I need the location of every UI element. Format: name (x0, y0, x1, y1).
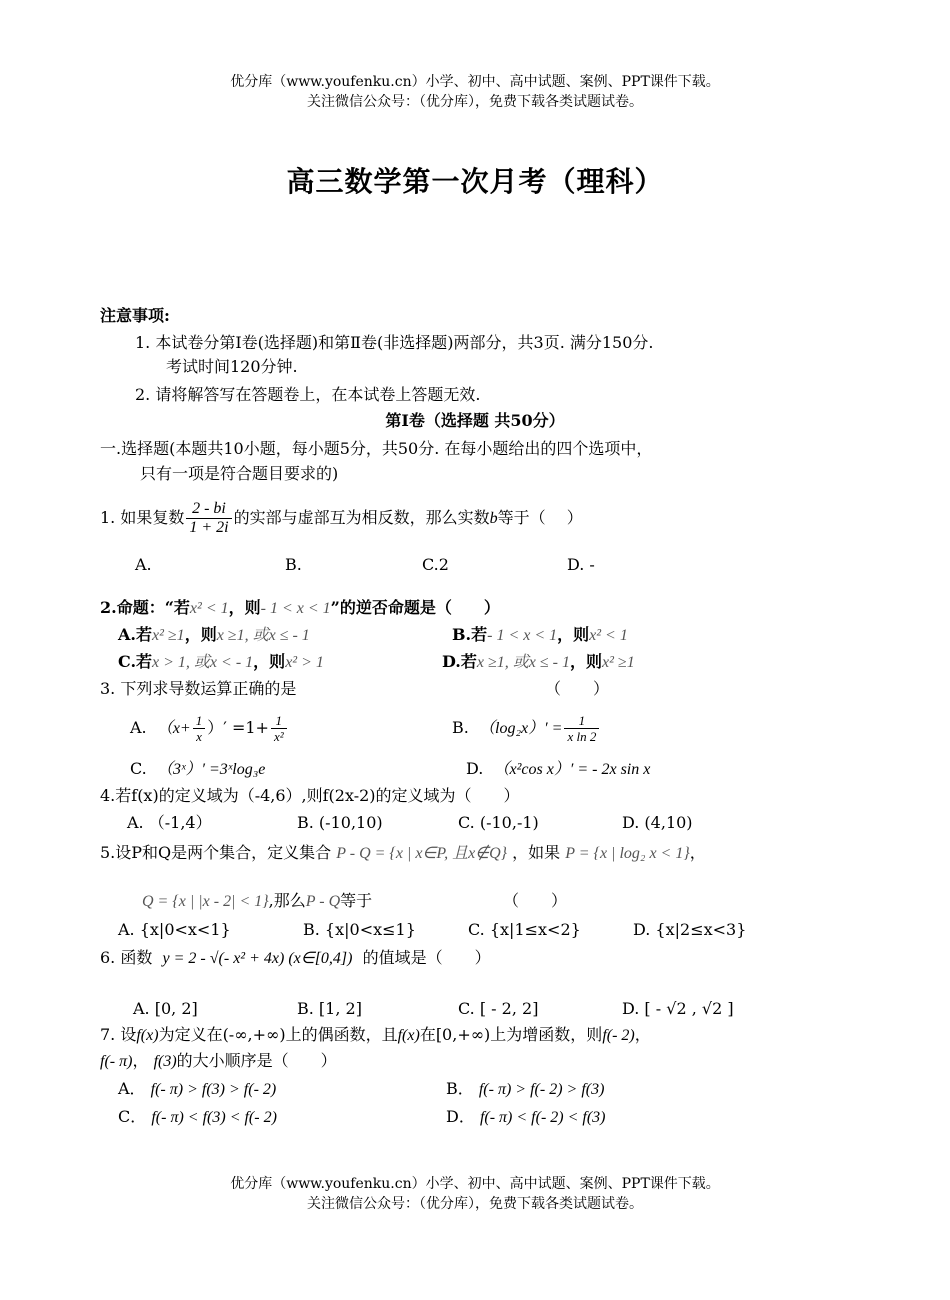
q7-line2d: 的大小顺序是（ ） (176, 1051, 337, 1070)
q1-option-d: D. - (567, 555, 595, 574)
q2-math-1: x² < 1 (189, 600, 229, 617)
q1-option-b: B. (285, 555, 302, 574)
q5-stem-d: 等于 (340, 891, 373, 910)
q5-option-a: A. {x|0<x<1} (118, 920, 231, 939)
q5-q-def: Q = {x | |x - 2| < 1} (142, 893, 269, 910)
q3-b-frac (564, 713, 599, 744)
q1-var: b (489, 510, 498, 527)
question-6 (100, 947, 491, 970)
q3-a-frac-1 (193, 713, 206, 744)
q3-a-frac-2-num: 1 (271, 713, 287, 729)
q2-a-math-1: x² ≥1 (152, 627, 185, 644)
q3-a-frac-1-den: x (196, 729, 202, 744)
footer-line-2: 关注微信公众号：（优分库），免费下载各类试题试卷。 (307, 1196, 643, 1212)
q1-tail: 等于（ ） (497, 508, 583, 527)
header-line-2: 关注微信公众号：（优分库），免费下载各类试题试卷。 (307, 94, 643, 110)
q2-stem-b: ，则 (228, 598, 261, 617)
q5-line-2 (142, 890, 372, 913)
q7-fx-2: f(x) (397, 1027, 420, 1044)
q2-b-math-1: - 1 < x < 1 (487, 627, 558, 644)
q5-pq: P - Q (305, 893, 341, 910)
header-watermark (0, 72, 950, 112)
q7-f-minus-2: f(- 2) (602, 1027, 635, 1044)
q7-line2b: ， (132, 1051, 149, 1070)
q5-comma: ， (689, 843, 706, 862)
q6-stem-a: 6. 函数 (100, 948, 153, 967)
q1-prefix: 1. 如果复数 (100, 508, 185, 527)
q4-option-a: A. （-1,4） (127, 813, 212, 832)
q7-b-expr: f(- π) > f(- 2) > f(3) (478, 1081, 605, 1098)
q2-d-math-2: x² ≥1 (602, 654, 635, 671)
q2-c-math-1: x > 1, 或x < - 1 (152, 654, 254, 671)
q2-option-c (118, 651, 324, 674)
q7-c-expr: f(- π) < f(3) < f(- 2) (151, 1109, 277, 1126)
q3-option-a (130, 706, 289, 751)
q7-f-3: f(3) (153, 1053, 177, 1070)
q7-a-expr: f(- π) > f(3) > f(- 2) (150, 1081, 277, 1098)
q1-option-c: C.2 (422, 555, 449, 574)
q3-b-pre: （log₂x）′ = (479, 720, 563, 737)
q3-d-expr: （x²cos x）′ = - 2x sin x (493, 761, 651, 778)
q5-stem-a: 5.设P和Q是两个集合，定义集合 (100, 843, 332, 862)
q3-c-label: C. (130, 759, 147, 778)
q3-option-d (466, 758, 650, 781)
q2-a-mid: ，则 (184, 625, 217, 644)
q2-c-mid: ，则 (253, 652, 286, 671)
q3-d-label: D. (466, 759, 484, 778)
notice-item-1: 1. 本试卷分第Ⅰ卷(选择题)和第Ⅱ卷(非选择题)两部分，共3页. 满分150分. (135, 333, 654, 352)
q3-b-frac-den: x ln 2 (567, 729, 597, 744)
question-4: 4.若f(x)的定义域为（-4,6）,则f(2x-2)的定义域为（ ） (100, 786, 520, 805)
q6-option-b: B. [1, 2] (297, 999, 362, 1018)
q1-denominator: 1 + 2i (189, 519, 229, 536)
q3-b-frac-num: 1 (564, 713, 599, 729)
q3-paren: （ ） (545, 679, 610, 698)
q3-b-label: B. (452, 718, 469, 737)
q7-a-label: A． (118, 1079, 146, 1098)
q7-option-d (446, 1106, 606, 1129)
page-title: 高三数学第一次月考（理科） (286, 165, 664, 198)
q7-line1a: 7. 设 (100, 1025, 137, 1044)
q2-d-math-1: x ≥1, 或x ≤ - 1 (476, 654, 570, 671)
q2-stem-a: 2.命题：“若 (100, 598, 190, 617)
q7-option-a (118, 1078, 276, 1101)
q2-a-label: A.若 (118, 625, 152, 644)
q2-b-math-2: x² < 1 (589, 627, 628, 644)
section-instructions-cont: 只有一项是符合题目要求的) (140, 464, 339, 483)
q5-option-b: B. {x|0<x≤1} (303, 920, 416, 939)
q2-option-a (118, 624, 310, 647)
q7-d-label: D． (446, 1107, 475, 1126)
q3-c-expr: （3ˣ）′ =3ˣlog₃e (156, 761, 266, 778)
q3-a-frac-2 (271, 713, 287, 744)
q3-a-label: A. (130, 718, 147, 737)
notice-item-2: 2. 请将解答写在答题卷上，在本试卷上答题无效. (135, 385, 481, 404)
q5-stem-c: ,那么 (268, 891, 306, 910)
q3-a-mid: ）′ =1+ (207, 718, 269, 737)
q6-option-c: C. [ - 2, 2] (458, 999, 539, 1018)
q7-b-label: B． (446, 1079, 474, 1098)
q6-option-a: A. [0, 2] (133, 999, 198, 1018)
q3-option-b (452, 706, 601, 751)
notice-heading: 注意事项: (100, 306, 170, 325)
q2-stem-c: ”的逆否命题是（ ） (330, 598, 500, 617)
q2-d-label: D.若 (442, 652, 477, 671)
q2-option-d (442, 651, 635, 674)
q5-p-def: P = {x | log₂ x < 1} (565, 845, 690, 862)
q2-a-math-2: x ≥1, 或x ≤ - 1 (216, 627, 310, 644)
q2-b-label: B.若 (452, 625, 488, 644)
q3-a-frac-2-den: x² (273, 729, 284, 744)
section-instructions: 一.选择题(本题共10小题，每小题5分，共50分. 在每小题给出的四个选项中， (100, 439, 653, 458)
q2-c-math-2: x² > 1 (285, 654, 324, 671)
q6-expr: y = 2 - √(- x² + 4x) (x∈[0,4]) (162, 950, 353, 967)
q7-line-2 (100, 1050, 337, 1073)
q2-c-label: C.若 (118, 652, 153, 671)
q3-a-frac-1-num: 1 (193, 713, 206, 729)
q5-stem-b: ，如果 (512, 843, 561, 862)
q7-f-minus-pi: f(- π) (100, 1053, 133, 1070)
q2-b-mid: ，则 (557, 625, 590, 644)
q6-option-d: D. [ - √2 , √2 ] (622, 999, 734, 1018)
q3-option-c (130, 758, 265, 781)
q7-c-label: C． (118, 1107, 147, 1126)
header-line-1: 优分库（www.youfenku.cn）小学、初中、高中试题、案例、PPT课件下载。 (230, 74, 720, 90)
q1-suffix: 的实部与虚部互为相反数，那么实数 (233, 508, 490, 527)
q7-d-expr: f(- π) < f(- 2) < f(3) (479, 1109, 606, 1126)
question-7 (100, 1024, 651, 1047)
question-5 (100, 842, 706, 865)
q4-option-b: B. (-10,10) (297, 813, 383, 832)
notice-item-1-cont: 考试时间120分钟. (166, 357, 298, 376)
q7-line1c: 在[0,+∞)上为增函数，则 (419, 1025, 603, 1044)
footer-line-1: 优分库（www.youfenku.cn）小学、初中、高中试题、案例、PPT课件下载。 (230, 1176, 720, 1192)
q6-stem-b: 的值域是（ ） (362, 948, 491, 967)
footer-watermark (0, 1174, 950, 1214)
q7-option-c (118, 1106, 277, 1129)
q7-fx-1: f(x) (136, 1027, 159, 1044)
q1-fraction (186, 500, 231, 537)
q2-math-2: - 1 < x < 1 (260, 600, 331, 617)
q7-option-b (446, 1078, 604, 1101)
q2-d-mid: ，则 (570, 652, 603, 671)
q3-a-pre: （x+ (156, 720, 191, 737)
q7-line1d: ， (634, 1025, 651, 1044)
q5-option-d: D. {x|2≤x<3} (633, 920, 747, 939)
q2-option-b (452, 624, 628, 647)
question-3: 3. 下列求导数运算正确的是 (100, 679, 297, 698)
q1-numerator: 2 - bi (186, 500, 231, 519)
q1-option-a: A. (135, 555, 152, 574)
q5-paren: （ ） (503, 891, 568, 910)
question-2 (100, 597, 500, 620)
question-1 (100, 492, 583, 545)
q5-option-c: C. {x|1≤x<2} (468, 920, 581, 939)
q7-line1b: 为定义在(-∞,+∞)上的偶函数，且 (158, 1025, 398, 1044)
q5-def: P - Q = {x | x∈P, 且x∉Q} (336, 845, 508, 862)
q4-option-c: C. (-10,-1) (458, 813, 539, 832)
part1-heading: 第Ⅰ卷（选择题 共50分） (385, 411, 565, 430)
q4-option-d: D. (4,10) (622, 813, 693, 832)
